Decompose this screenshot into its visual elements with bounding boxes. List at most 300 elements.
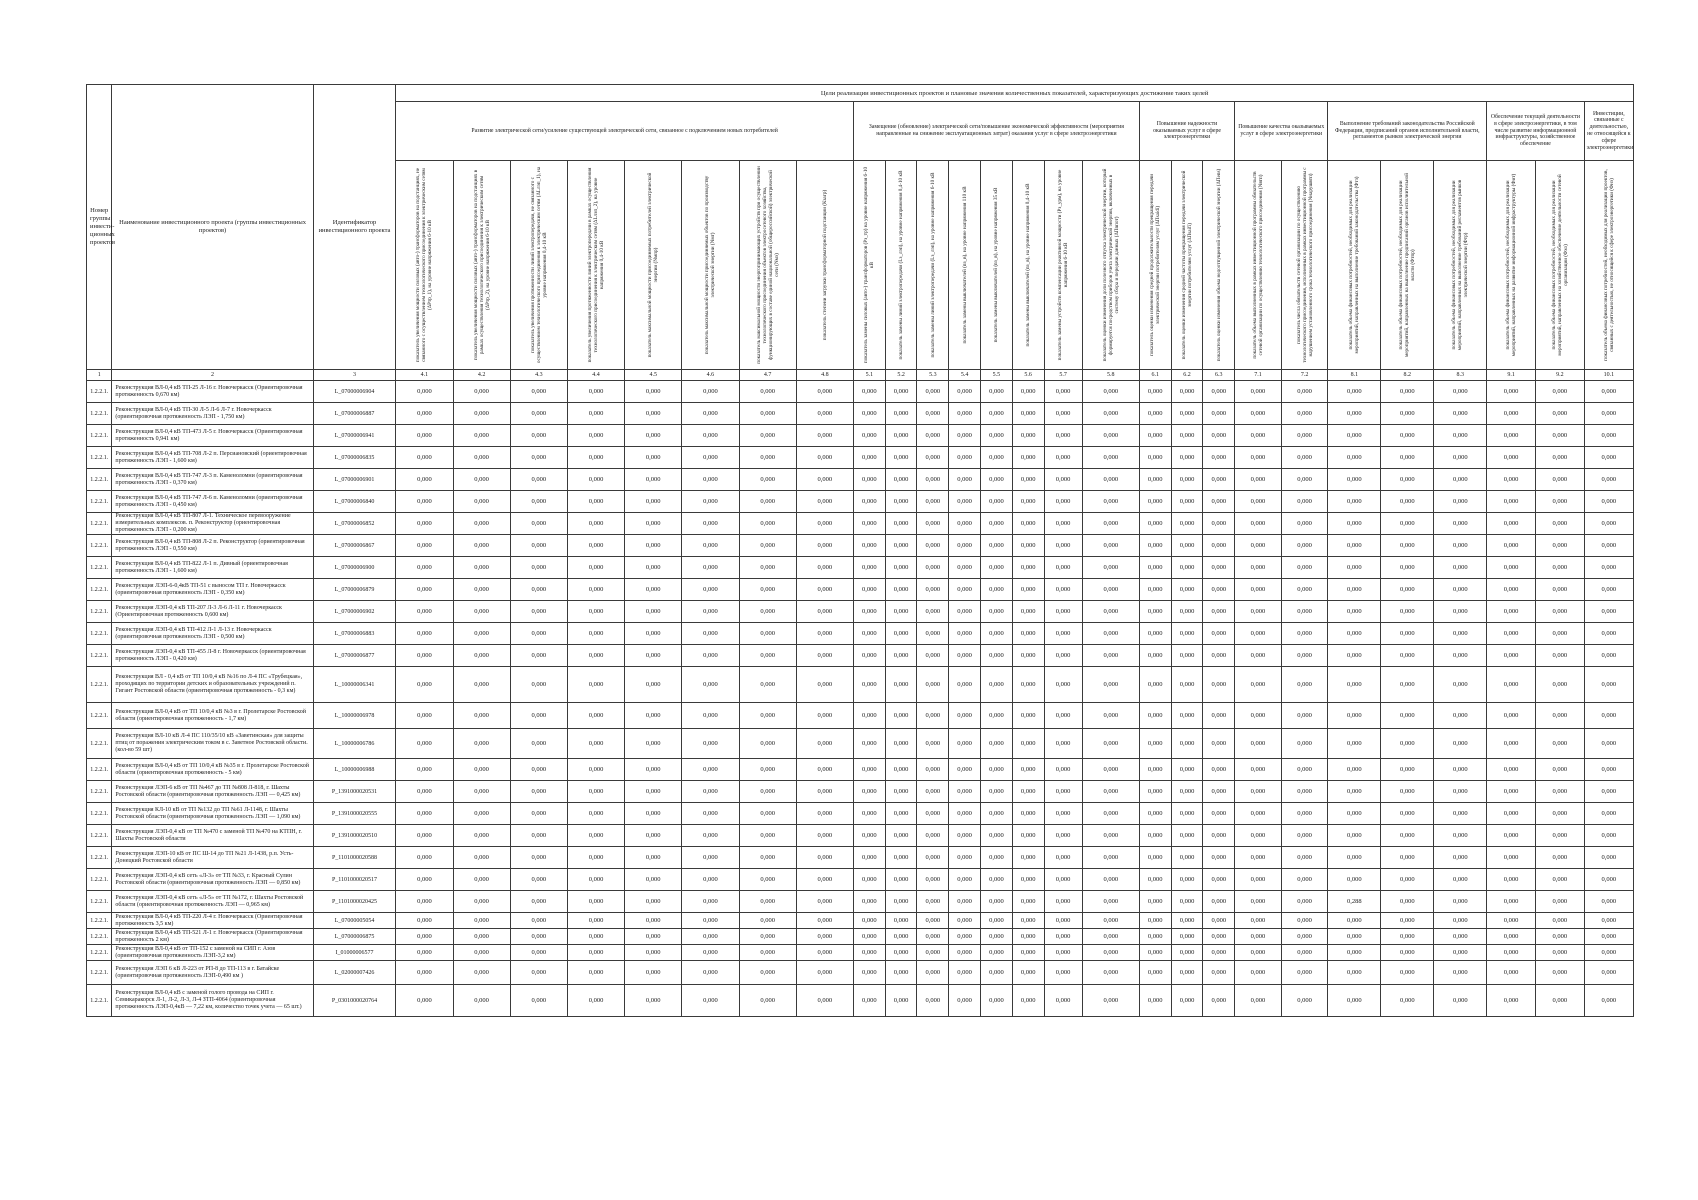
indicator-value: 0,000 xyxy=(682,945,739,961)
project-id: L_07000006904 xyxy=(313,381,396,403)
indicator-value: 0,000 xyxy=(1584,869,1633,891)
indicator-value: 0,000 xyxy=(1434,781,1487,803)
indicator-value: 0,000 xyxy=(1584,803,1633,825)
indicator-value: 0,000 xyxy=(1235,703,1282,729)
indicator-label: показатель замены выключателей (nз_в), на уровне напряжения 0,4-10 кВ xyxy=(1025,183,1032,347)
indicator-value: 0,000 xyxy=(1044,381,1082,403)
indicator-value: 0,000 xyxy=(853,601,885,623)
indicator-value: 0,000 xyxy=(1381,945,1434,961)
indicator-value: 0,000 xyxy=(1487,869,1536,891)
indicator-value: 0,000 xyxy=(853,759,885,781)
indicator-value: 0,000 xyxy=(1235,847,1282,869)
project-name: Реконструкция ВЛ-0,4 кВ ТП-807 Л-1. Техническое перевооружение измерительных комплексов. п. Реконструктор (ориентировочная протяженность ЛЭП - 0,200 км) xyxy=(112,513,313,535)
indicator-value: 0,000 xyxy=(1535,601,1584,623)
indicator-value: 0,000 xyxy=(739,667,796,703)
indicator-value: 0,000 xyxy=(949,847,981,869)
indicator-value: 0,000 xyxy=(981,403,1013,425)
header-group-1: Развитие электрической сети/усиление существующей электрической сети, связанное с подключением новых потребителей xyxy=(396,102,854,161)
indicator-value: 0,000 xyxy=(1203,381,1235,403)
indicator-value: 0,000 xyxy=(510,535,567,557)
indicator-value: 0,000 xyxy=(1584,703,1633,729)
indicator-value: 0,000 xyxy=(625,781,682,803)
indicator-value: 0,000 xyxy=(1584,961,1633,985)
indicator-value: 0,000 xyxy=(1434,447,1487,469)
indicator-value: 0,000 xyxy=(1584,601,1633,623)
header-indicator-3 xyxy=(510,161,567,370)
indicator-value: 0,000 xyxy=(1139,623,1171,645)
project-name: Реконструкция ЛЭП-10 кВ от ПС Ш-14 до ТП №21 Л-1438, р.п. Усть-Донецкий Ростовской области xyxy=(112,847,313,869)
group-number: 1.2.2.1. xyxy=(87,447,112,469)
column-number: 4.7 xyxy=(739,370,796,381)
table-row xyxy=(87,447,1634,469)
project-name: Реконструкция ЛЭП-0,4 кВ сеть «Л-5» от ТП №172, г. Шахты Ростовской области (ориентировочная протяженность ЛЭП — 0,965 км) xyxy=(112,891,313,913)
indicator-value: 0,000 xyxy=(1328,381,1381,403)
indicator-value: 0,000 xyxy=(1281,491,1328,513)
indicator-value: 0,000 xyxy=(853,579,885,601)
indicator-value: 0,000 xyxy=(1535,623,1584,645)
indicator-label: показатель объема финансовых потребностей, необходимых для реализации проектов, связанных с деятельностью, не относящейся к сфере электроэнергетики (Фнэ) xyxy=(1602,169,1615,361)
indicator-value: 0,000 xyxy=(796,781,853,803)
indicator-value: 0,000 xyxy=(567,623,624,645)
indicator-value: 0,000 xyxy=(682,469,739,491)
indicator-value: 0,000 xyxy=(796,803,853,825)
indicator-value: 0,000 xyxy=(981,645,1013,667)
indicator-value: 0,000 xyxy=(1487,491,1536,513)
indicator-value: 0,000 xyxy=(1171,381,1203,403)
indicator-value: 0,000 xyxy=(1535,513,1584,535)
indicator-value: 0,000 xyxy=(1044,667,1082,703)
indicator-value: 0,000 xyxy=(1381,869,1434,891)
column-number: 5.5 xyxy=(981,370,1013,381)
indicator-value: 0,000 xyxy=(1487,425,1536,447)
group-number: 1.2.2.1. xyxy=(87,929,112,945)
indicator-value: 0,000 xyxy=(1012,759,1044,781)
indicator-value: 0,000 xyxy=(510,623,567,645)
indicator-value: 0,000 xyxy=(739,703,796,729)
indicator-label: показатель объема финансовых потребностей, необходимых для реализации мероприятий, направленных на выполнение требований регламентов рынков электрической энергии (Фтр) xyxy=(1451,179,1470,351)
indicator-value: 0,000 xyxy=(1171,425,1203,447)
indicator-value: 0,000 xyxy=(453,535,510,557)
indicator-value: 0,000 xyxy=(1044,825,1082,847)
table-row xyxy=(87,945,1634,961)
indicator-label: показатель объема финансовых потребностей, необходимых для реализации мероприятий, направленных на развитие информационной инфраструктуры (Фит) xyxy=(1505,173,1518,357)
indicator-value: 0,000 xyxy=(1281,929,1328,945)
indicator-value: 0,000 xyxy=(1203,729,1235,759)
indicator-value: 0,000 xyxy=(1328,601,1381,623)
indicator-value: 0,000 xyxy=(917,425,949,447)
indicator-value: 0,000 xyxy=(1235,513,1282,535)
indicator-value: 0,000 xyxy=(1082,781,1139,803)
indicator-value: 0,000 xyxy=(1171,535,1203,557)
column-number: 4.2 xyxy=(453,370,510,381)
indicator-value: 0,000 xyxy=(396,623,453,645)
indicator-value: 0,000 xyxy=(917,403,949,425)
indicator-value: 0,000 xyxy=(853,557,885,579)
indicator-value: 0,000 xyxy=(739,961,796,985)
indicator-value: 0,000 xyxy=(1235,803,1282,825)
table-row xyxy=(87,425,1634,447)
indicator-value: 0,000 xyxy=(1139,513,1171,535)
indicator-value: 0,000 xyxy=(1535,381,1584,403)
indicator-value: 0,000 xyxy=(1434,403,1487,425)
indicator-value: 0,000 xyxy=(1044,645,1082,667)
project-name: Реконструкция КЛ-10 кВ от ТП №132 до ТП №61 Л-1148, г. Шахты Ростовской области (ориентировочная протяженность ЛЭП — 1,090 км) xyxy=(112,803,313,825)
indicator-value: 0,000 xyxy=(1281,781,1328,803)
indicator-value: 0,000 xyxy=(1487,703,1536,729)
indicator-value: 0,000 xyxy=(1584,759,1633,781)
indicator-value: 0,000 xyxy=(453,929,510,945)
indicator-value: 0,000 xyxy=(796,913,853,929)
indicator-value: 0,000 xyxy=(453,945,510,961)
indicator-value: 0,000 xyxy=(1487,381,1536,403)
column-number: 6.1 xyxy=(1139,370,1171,381)
indicator-value: 0,000 xyxy=(1139,579,1171,601)
indicator-value: 0,000 xyxy=(1203,491,1235,513)
indicator-value: 0,000 xyxy=(1434,623,1487,645)
indicator-value: 0,000 xyxy=(1281,985,1328,1017)
indicator-label: показатель оценки изменения объема недоотпущенной электрической энергии (ΔПens) xyxy=(1215,168,1222,362)
header-indicator-9 xyxy=(853,161,885,370)
indicator-value: 0,000 xyxy=(1012,447,1044,469)
indicator-value: 0,000 xyxy=(1487,985,1536,1017)
indicator-value: 0,000 xyxy=(1203,579,1235,601)
project-name: Реконструкция ВЛ-0,4 кВ ТП-220 Л-4 г. Новочеркасск (Ориентировочная протяженность 3,5 км) xyxy=(112,913,313,929)
indicator-value: 0,000 xyxy=(739,601,796,623)
indicator-value: 0,000 xyxy=(453,403,510,425)
group-number: 1.2.2.1. xyxy=(87,491,112,513)
table-row xyxy=(87,403,1634,425)
indicator-value: 0,000 xyxy=(739,381,796,403)
indicator-value: 0,000 xyxy=(453,913,510,929)
group-number: 1.2.2.1. xyxy=(87,759,112,781)
indicator-value: 0,000 xyxy=(796,491,853,513)
indicator-value: 0,000 xyxy=(1281,513,1328,535)
indicator-value: 0,000 xyxy=(917,601,949,623)
indicator-value: 0,000 xyxy=(1434,945,1487,961)
indicator-label: показатель увеличения мощности силовых (авто-) трансформаторов на подстанциях в рамках осуществления технологического присоединения к электрическим сетям (ΔPтр_2), на уровне напряжения 6-10 кВ xyxy=(472,169,491,361)
indicator-value: 0,000 xyxy=(396,667,453,703)
indicator-value: 0,000 xyxy=(1082,403,1139,425)
table-row xyxy=(87,929,1634,945)
indicator-value: 0,000 xyxy=(1434,985,1487,1017)
indicator-value: 0,000 xyxy=(981,491,1013,513)
indicator-value: 0,000 xyxy=(1044,557,1082,579)
indicator-value: 0,000 xyxy=(853,847,885,869)
column-number: 3 xyxy=(313,370,396,381)
indicator-value: 0,000 xyxy=(917,513,949,535)
indicator-value: 0,000 xyxy=(1584,469,1633,491)
indicator-value: 0,000 xyxy=(1487,645,1536,667)
indicator-value: 0,000 xyxy=(853,491,885,513)
indicator-value: 0,000 xyxy=(1535,491,1584,513)
indicator-value: 0,000 xyxy=(949,403,981,425)
project-name: Реконструкция ВЛ-0,4 кВ ТП-473 Л-5 г. Новочеркасск (Ориентировочная протяженность 0,941 км) xyxy=(112,425,313,447)
header-group-5: Выполнение требований законодательства Российской Федерации, предписаний органов исполнительной власти, регламентов рынков электрической энергии xyxy=(1328,102,1487,161)
indicator-value: 0,000 xyxy=(1203,913,1235,929)
indicator-value: 0,000 xyxy=(981,945,1013,961)
indicator-value: 0,000 xyxy=(1487,513,1536,535)
indicator-value: 0,000 xyxy=(1235,469,1282,491)
indicator-value: 0,000 xyxy=(1535,869,1584,891)
indicator-value: 0,000 xyxy=(796,601,853,623)
indicator-value: 0,000 xyxy=(625,985,682,1017)
indicator-value: 0,000 xyxy=(981,729,1013,759)
indicator-value: 0,000 xyxy=(625,557,682,579)
indicator-value: 0,000 xyxy=(1328,447,1381,469)
header-indicator-4 xyxy=(567,161,624,370)
indicator-value: 0,000 xyxy=(625,447,682,469)
indicator-value: 0,000 xyxy=(1044,703,1082,729)
header-indicator-22 xyxy=(1328,161,1381,370)
indicator-value: 0,000 xyxy=(567,825,624,847)
header-indicator-26 xyxy=(1535,161,1584,370)
indicator-value: 0,000 xyxy=(1203,825,1235,847)
header-project-name: Наименование инвестиционного проекта (группы инвестиционных проектов) xyxy=(112,85,313,370)
indicator-value: 0,000 xyxy=(1487,961,1536,985)
indicator-value: 0,000 xyxy=(1487,913,1536,929)
indicator-value: 0,000 xyxy=(510,645,567,667)
column-number: 5.7 xyxy=(1044,370,1082,381)
indicator-value: 0,000 xyxy=(949,961,981,985)
indicator-value: 0,000 xyxy=(885,847,917,869)
column-number: 4.3 xyxy=(510,370,567,381)
project-id: L_10000006341 xyxy=(313,667,396,703)
indicator-value: 0,000 xyxy=(1328,469,1381,491)
indicator-value: 0,000 xyxy=(1328,535,1381,557)
column-number: 4.8 xyxy=(796,370,853,381)
indicator-value: 0,000 xyxy=(1328,667,1381,703)
indicator-value: 0,000 xyxy=(567,945,624,961)
indicator-value: 0,000 xyxy=(917,579,949,601)
indicator-value: 0,000 xyxy=(1535,847,1584,869)
indicator-value: 0,000 xyxy=(625,945,682,961)
indicator-value: 0,000 xyxy=(949,447,981,469)
indicator-value: 0,000 xyxy=(739,781,796,803)
indicator-value: 0,000 xyxy=(1328,781,1381,803)
group-number: 1.2.2.1. xyxy=(87,945,112,961)
indicator-value: 0,000 xyxy=(453,623,510,645)
table-row xyxy=(87,847,1634,869)
indicator-value: 0,000 xyxy=(1171,961,1203,985)
indicator-value: 0,000 xyxy=(625,601,682,623)
indicator-value: 0,000 xyxy=(625,469,682,491)
indicator-value: 0,000 xyxy=(949,703,981,729)
indicator-value: 0,000 xyxy=(1584,579,1633,601)
indicator-value: 0,000 xyxy=(1535,579,1584,601)
project-name: Реконструкция ВЛ-0,4 кВ ТП-747 Л-3 п. Каменоломни (ориентировочная протяженность ЛЭП - 0,370 км) xyxy=(112,469,313,491)
indicator-value: 0,000 xyxy=(1535,447,1584,469)
indicator-value: 0,000 xyxy=(1012,869,1044,891)
indicator-value: 0,000 xyxy=(917,847,949,869)
indicator-label: показатель объема выполненных в рамках инвестиционной программы обязательств сетевой организации по осуществлению технологического присоединения (Nвтп) xyxy=(1251,171,1264,359)
indicator-value: 0,000 xyxy=(1203,447,1235,469)
indicator-value: 0,000 xyxy=(949,759,981,781)
indicator-value: 0,000 xyxy=(796,447,853,469)
column-number: 4.6 xyxy=(682,370,739,381)
indicator-value: 0,000 xyxy=(949,623,981,645)
indicator-value: 0,000 xyxy=(510,803,567,825)
indicator-value: 0,000 xyxy=(949,645,981,667)
indicator-label: показатель замены выключателей (nз_в), на уровне напряжения 110 кВ xyxy=(961,186,968,344)
indicator-value: 0,000 xyxy=(1328,759,1381,781)
indicator-value: 0,000 xyxy=(453,825,510,847)
indicator-value: 0,000 xyxy=(1328,403,1381,425)
indicator-value: 0,000 xyxy=(1535,469,1584,491)
indicator-value: 0,000 xyxy=(739,869,796,891)
indicator-value: 0,000 xyxy=(1434,929,1487,945)
project-name: Реконструкция ВЛ-0,4 кВ с заменой голого провода на СИП г. Семикаракорск Л-1, Л-2, Л-3, Л-4 ЗТП-4064 (ориентировочная протяженность ЛЭП-0,4кВ — 7,22 км, количество точек учета — 65 шт.) xyxy=(112,985,313,1017)
indicator-value: 0,000 xyxy=(917,381,949,403)
indicator-value: 0,000 xyxy=(510,667,567,703)
indicator-value: 0,000 xyxy=(981,623,1013,645)
indicator-value: 0,000 xyxy=(1044,869,1082,891)
indicator-value: 0,000 xyxy=(1381,557,1434,579)
indicator-value: 0,000 xyxy=(1012,535,1044,557)
indicator-value: 0,000 xyxy=(1139,759,1171,781)
indicator-value: 0,000 xyxy=(981,469,1013,491)
indicator-value: 0,000 xyxy=(1328,945,1381,961)
table-row xyxy=(87,579,1634,601)
indicator-value: 0,000 xyxy=(682,729,739,759)
indicator-value: 0,000 xyxy=(1044,425,1082,447)
table-row xyxy=(87,985,1634,1017)
indicator-value: 0,000 xyxy=(1235,759,1282,781)
indicator-value: 0,000 xyxy=(1171,913,1203,929)
indicator-value: 0,000 xyxy=(510,579,567,601)
indicator-value: 0,000 xyxy=(1012,891,1044,913)
indicator-value: 0,000 xyxy=(981,381,1013,403)
indicator-value: 0,000 xyxy=(796,381,853,403)
indicator-value: 0,000 xyxy=(1328,557,1381,579)
indicator-value: 0,000 xyxy=(682,759,739,781)
project-name: Реконструкция ВЛ-0,4 кВ от ТП 10/0,4 кВ №3 в г. Пролетарске Ростовской области (ориентировочная протяженность - 1,7 км) xyxy=(112,703,313,729)
indicator-value: 0,000 xyxy=(682,557,739,579)
project-name: Реконструкция ВЛ-0,4 кВ ТП-808 Л-2 п. Реконструктор (ориентировочная протяженность ЛЭП - 0,550 км) xyxy=(112,535,313,557)
indicator-value: 0,000 xyxy=(1381,623,1434,645)
indicator-value: 0,000 xyxy=(917,729,949,759)
indicator-value: 0,000 xyxy=(567,557,624,579)
indicator-value: 0,000 xyxy=(1235,781,1282,803)
indicator-value: 0,000 xyxy=(1535,403,1584,425)
indicator-value: 0,000 xyxy=(739,579,796,601)
indicator-label: показатель максимальной мощности присоединяемых объектов по производству электрической энергии (Nмг) xyxy=(704,175,717,355)
indicator-value: 0,000 xyxy=(510,469,567,491)
indicator-value: 0,000 xyxy=(1434,535,1487,557)
header-number: Номер группы инвести-ционных проектов xyxy=(87,85,112,370)
indicator-value: 0,000 xyxy=(1171,403,1203,425)
indicator-value: 0,000 xyxy=(1082,913,1139,929)
indicator-value: 0,000 xyxy=(1044,469,1082,491)
indicator-value: 0,000 xyxy=(1235,891,1282,913)
indicator-value: 0,000 xyxy=(1139,913,1171,929)
group-number: 1.2.2.1. xyxy=(87,703,112,729)
indicator-value: 0,000 xyxy=(567,667,624,703)
indicator-value: 0,000 xyxy=(853,985,885,1017)
indicator-value: 0,000 xyxy=(853,535,885,557)
indicator-value: 0,000 xyxy=(1381,781,1434,803)
indicator-value: 0,000 xyxy=(1235,491,1282,513)
indicator-value: 0,000 xyxy=(1535,557,1584,579)
table-row xyxy=(87,729,1634,759)
indicator-value: 0,000 xyxy=(796,825,853,847)
indicator-value: 0,000 xyxy=(981,781,1013,803)
header-indicator-13 xyxy=(981,161,1013,370)
project-name: Реконструкция ЛЭП-0,4 кВ сеть «Л-3» от ТП №33, г. Красный Сулин Ростовской области (ориентировочная протяженность ЛЭП — 0,850 км) xyxy=(112,869,313,891)
indicator-value: 0,000 xyxy=(1171,623,1203,645)
indicator-value: 0,000 xyxy=(1082,425,1139,447)
indicator-value: 0,000 xyxy=(682,491,739,513)
indicator-value: 0,000 xyxy=(1434,759,1487,781)
indicator-value: 0,000 xyxy=(1281,703,1328,729)
indicator-value: 0,000 xyxy=(1434,425,1487,447)
indicator-value: 0,000 xyxy=(1012,623,1044,645)
indicator-value: 0,000 xyxy=(981,847,1013,869)
indicator-value: 0,000 xyxy=(1381,469,1434,491)
indicator-value: 0,000 xyxy=(453,869,510,891)
indicator-value: 0,000 xyxy=(885,869,917,891)
indicator-value: 0,000 xyxy=(917,645,949,667)
indicator-value: 0,000 xyxy=(1434,729,1487,759)
indicator-value: 0,000 xyxy=(1381,601,1434,623)
indicator-value: 0,000 xyxy=(1328,869,1381,891)
indicator-value: 0,000 xyxy=(1535,945,1584,961)
indicator-value: 0,000 xyxy=(1381,961,1434,985)
indicator-value: 0,000 xyxy=(1235,601,1282,623)
indicator-value: 0,000 xyxy=(1139,535,1171,557)
indicator-value: 0,000 xyxy=(1487,535,1536,557)
indicator-value: 0,000 xyxy=(917,703,949,729)
indicator-value: 0,000 xyxy=(625,623,682,645)
indicator-value: 0,000 xyxy=(917,447,949,469)
indicator-value: 0,000 xyxy=(1381,535,1434,557)
indicator-value: 0,000 xyxy=(567,381,624,403)
indicator-value: 0,000 xyxy=(396,803,453,825)
indicator-value: 0,000 xyxy=(885,557,917,579)
indicator-value: 0,000 xyxy=(682,961,739,985)
indicator-value: 0,000 xyxy=(796,513,853,535)
indicator-value: 0,000 xyxy=(453,491,510,513)
header-indicator-10 xyxy=(885,161,917,370)
indicator-value: 0,000 xyxy=(853,825,885,847)
indicator-value: 0,000 xyxy=(885,381,917,403)
indicator-value: 0,000 xyxy=(1139,847,1171,869)
indicator-value: 0,000 xyxy=(567,579,624,601)
indicator-value: 0,000 xyxy=(853,781,885,803)
indicator-value: 0,000 xyxy=(1487,579,1536,601)
table-row xyxy=(87,869,1634,891)
indicator-value: 0,000 xyxy=(1281,729,1328,759)
indicator-value: 0,000 xyxy=(1082,491,1139,513)
indicator-value: 0,000 xyxy=(1235,645,1282,667)
group-number: 1.2.2.1. xyxy=(87,425,112,447)
indicator-value: 0,000 xyxy=(885,985,917,1017)
indicator-value: 0,000 xyxy=(917,945,949,961)
indicator-value: 0,000 xyxy=(1139,825,1171,847)
indicator-value: 0,000 xyxy=(949,425,981,447)
indicator-value: 0,000 xyxy=(1535,535,1584,557)
indicator-value: 0,000 xyxy=(853,403,885,425)
indicator-value: 0,000 xyxy=(1139,469,1171,491)
indicator-value: 0,000 xyxy=(1535,703,1584,729)
indicator-value: 0,000 xyxy=(1082,513,1139,535)
indicator-value: 0,000 xyxy=(1044,601,1082,623)
indicator-value: 0,000 xyxy=(453,703,510,729)
indicator-value: 0,000 xyxy=(453,447,510,469)
indicator-value: 0,000 xyxy=(853,645,885,667)
indicator-value: 0,000 xyxy=(1487,825,1536,847)
indicator-value: 0,000 xyxy=(949,913,981,929)
group-number: 1.2.2.1. xyxy=(87,381,112,403)
